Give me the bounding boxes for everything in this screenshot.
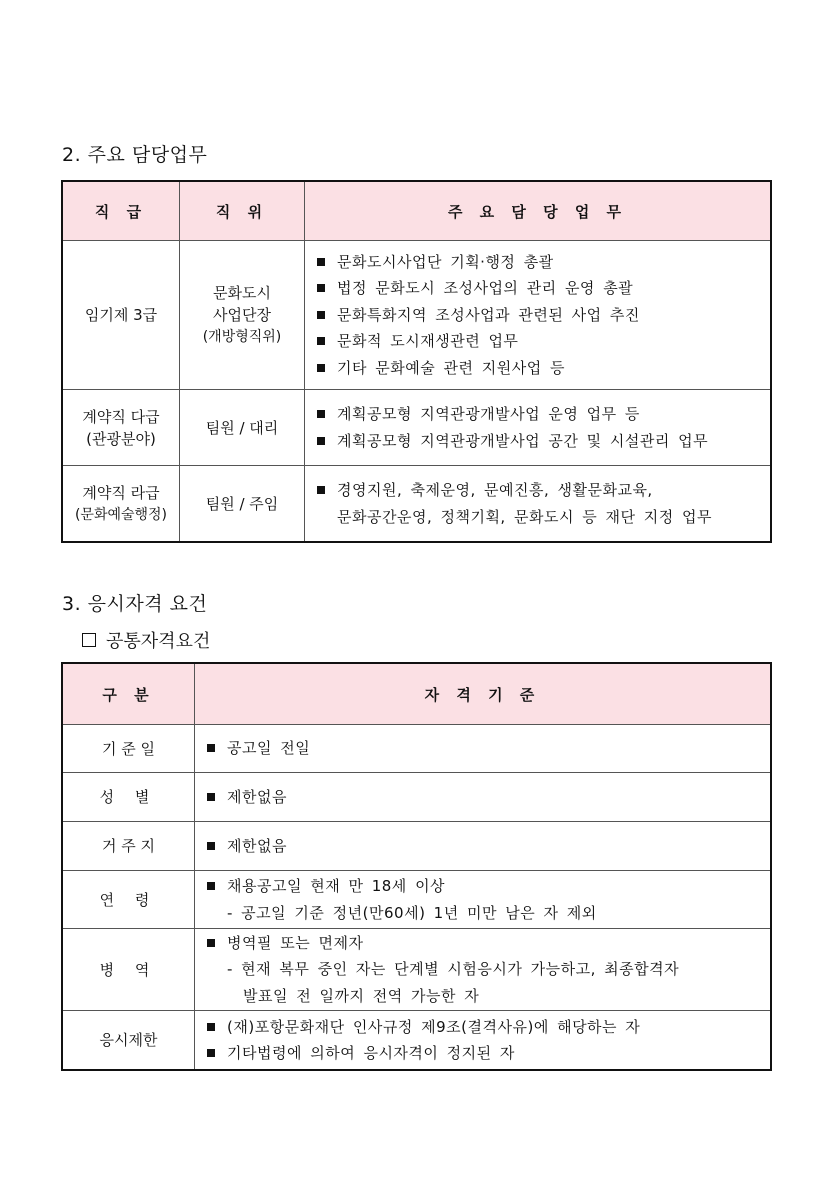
category-cell — [63, 773, 195, 822]
list-item: 계획공모형 지역관광개발사업 운영 업무 등 — [315, 401, 770, 428]
list-subitem-continuation: 발표일 전 일까지 전역 가능한 자 — [243, 986, 480, 1005]
category-label: 병 역 — [99, 960, 158, 979]
category-label: 연 령 — [99, 890, 158, 909]
category-cell — [63, 871, 195, 929]
checkbox-icon — [82, 633, 96, 647]
category-cell — [63, 929, 195, 1011]
category-cell — [63, 822, 195, 871]
position-cell — [180, 241, 305, 390]
list-item: 문화특화지역 조성사업과 관련된 사업 추진 — [315, 302, 770, 329]
duties-cell — [305, 466, 771, 542]
position-label: 팀원 / 대리 — [205, 418, 279, 437]
position-line: 사업단장 — [213, 306, 271, 324]
list-subitem: - 현재 복무 중인 자는 단계별 시험응시가 가능하고, 최종합격자 — [227, 960, 680, 979]
grade-label: 계약직 다급 — [82, 407, 160, 426]
category-cell — [63, 1011, 195, 1070]
grade-cell — [63, 390, 180, 466]
subtitle-text: 공통자격요건 — [106, 631, 211, 652]
qualification-table — [62, 663, 771, 1070]
list-item: 병역필 또는 면제자 — [205, 930, 770, 957]
header-criteria: 자 격 기 준 — [195, 664, 771, 725]
criteria-cell — [195, 822, 771, 871]
category-label: 응시제한 — [99, 1031, 158, 1049]
table-row — [63, 725, 771, 773]
criteria-cell — [195, 1011, 771, 1070]
header-category: 구 분 — [63, 664, 195, 725]
grade-cell — [63, 466, 180, 542]
position-label: 팀원 / 주임 — [205, 494, 279, 513]
grade-note: (문화예술행정) — [74, 506, 168, 523]
table-row — [63, 466, 771, 542]
list-subitem: - 공고일 기준 정년(만60세) 1년 미만 남은 자 제외 — [227, 903, 597, 922]
grade-cell — [63, 241, 180, 390]
category-label: 성 별 — [99, 788, 158, 806]
duties-cell — [305, 241, 771, 390]
header-position: 직 위 — [180, 182, 305, 241]
list-item: 문화적 도시재생관련 업무 — [315, 328, 770, 355]
table-row — [63, 822, 771, 871]
qualification-table-header — [63, 664, 771, 725]
category-label: 기 준 일 — [101, 739, 155, 758]
table-row — [63, 871, 771, 929]
criteria-cell — [195, 929, 771, 1011]
list-item: 문화도시사업단 기획·행정 총괄 — [315, 249, 770, 276]
criteria-cell — [195, 871, 771, 929]
list-item: 공고일 전일 — [205, 735, 770, 762]
grade-note: (관광분야) — [86, 429, 156, 448]
position-line: 문화도시 — [213, 284, 271, 302]
list-item: 기타법령에 의하여 응시자격이 정지된 자 — [205, 1040, 770, 1067]
list-item: 채용공고일 현재 만 18세 이상 — [205, 873, 770, 900]
table-row — [63, 390, 771, 466]
duties-table-header — [63, 182, 771, 241]
duties-cell — [305, 390, 771, 466]
list-item: 제한없음 — [205, 833, 770, 860]
section3-subtitle — [82, 627, 210, 653]
position-note: (개방형직위) — [202, 329, 282, 345]
criteria-cell — [195, 773, 771, 822]
category-label: 거 주 지 — [101, 837, 155, 855]
position-cell — [180, 466, 305, 542]
table-row — [63, 241, 771, 390]
list-item: 경영지원, 축제운영, 문예진흥, 생활문화교육, — [315, 477, 770, 504]
list-item: (재)포항문화재단 인사규정 제9조(결격사유)에 해당하는 자 — [205, 1014, 770, 1041]
grade-label: 계약직 라급 — [82, 483, 160, 502]
section3-title: 3. 응시자격 요건 — [62, 593, 208, 615]
section2-title: 2. 주요 담당업무 — [62, 144, 208, 166]
list-item: 기타 문화예술 관련 지원사업 등 — [315, 355, 770, 382]
header-duties: 주 요 담 당 업 무 — [305, 182, 771, 241]
list-item: 제한없음 — [205, 784, 770, 811]
list-item: 법정 문화도시 조성사업의 관리 운영 총괄 — [315, 275, 770, 302]
position-cell — [180, 390, 305, 466]
duties-table — [62, 181, 771, 542]
list-item: 계획공모형 지역관광개발사업 공간 및 시설관리 업무 — [315, 428, 770, 455]
list-item-continuation: 문화공간운영, 정책기획, 문화도시 등 재단 지정 업무 — [337, 507, 712, 526]
header-grade: 직 급 — [63, 182, 180, 241]
grade-label: 임기제 3급 — [84, 306, 158, 324]
table-row — [63, 773, 771, 822]
category-cell — [63, 725, 195, 773]
criteria-cell — [195, 725, 771, 773]
table-row — [63, 1011, 771, 1070]
table-row — [63, 929, 771, 1011]
